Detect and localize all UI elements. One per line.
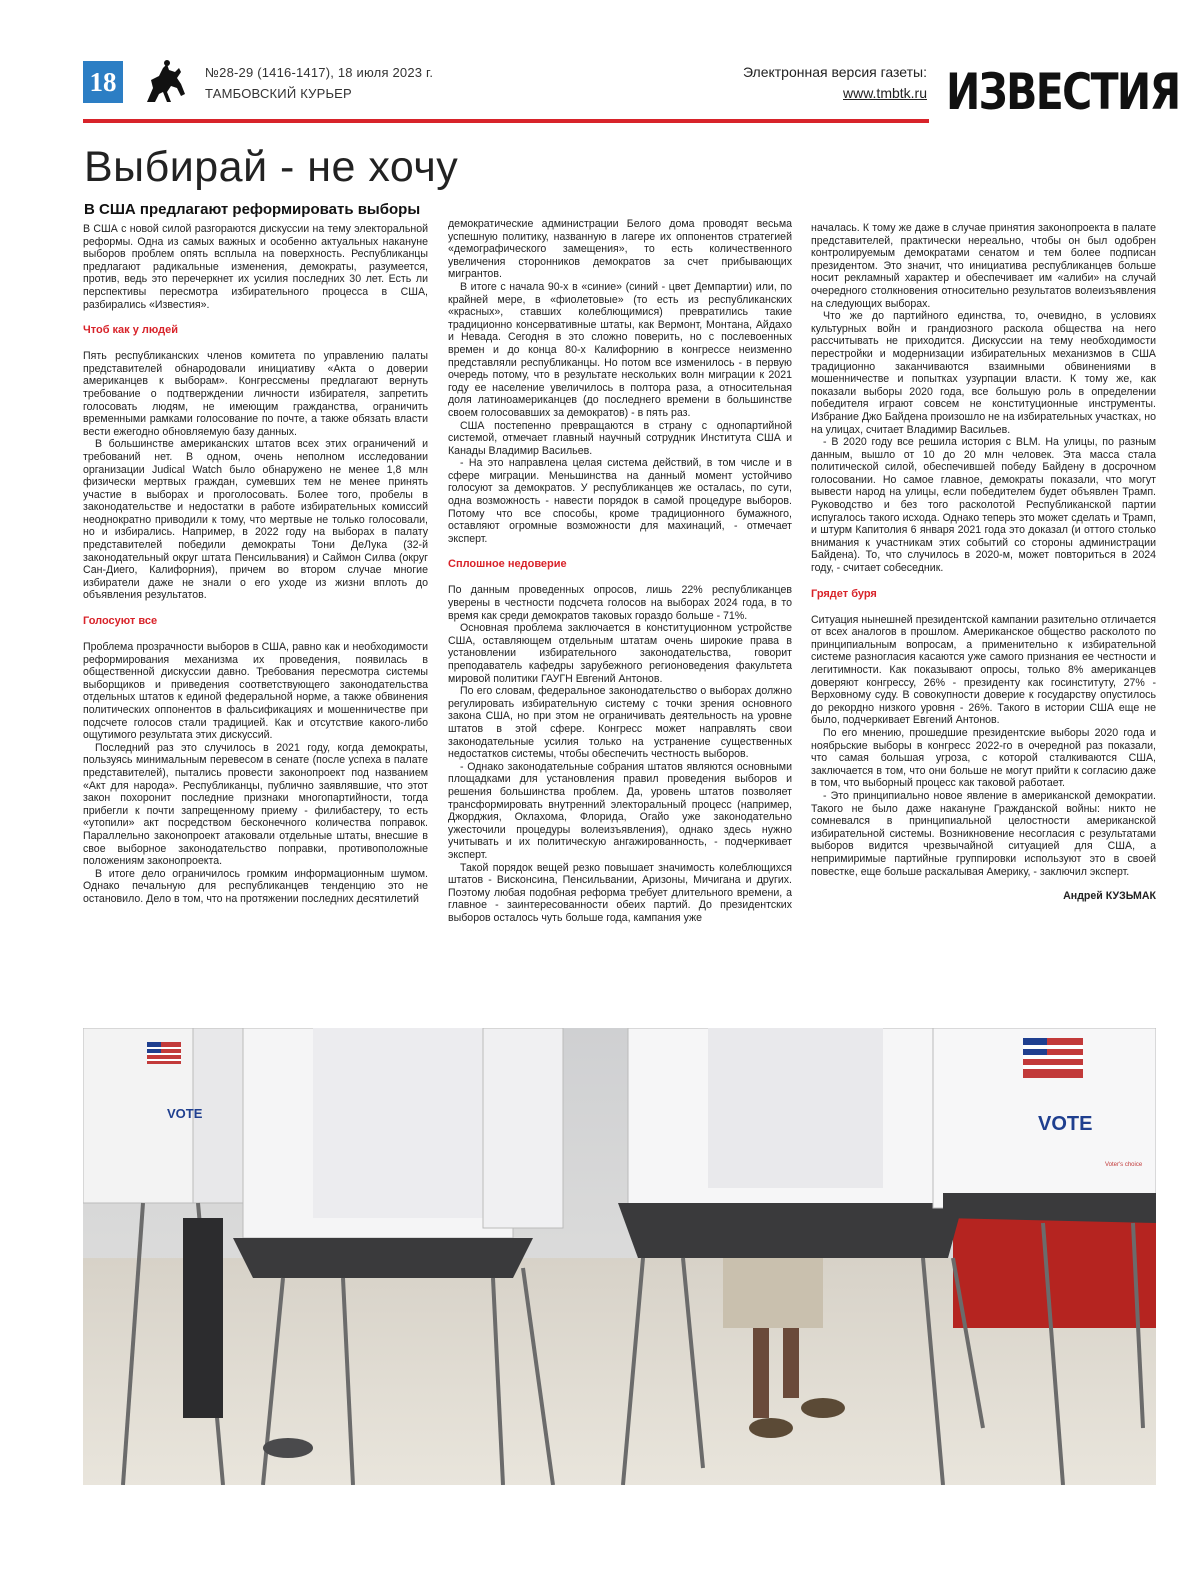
voters-choice-label: Voter's choice [1105,1162,1143,1168]
newspaper-local-name: ТАМБОВСКИЙ КУРЬЕР [205,86,352,101]
paragraph: США постепенно превращаются в страну с однопартийной системой, отмечает главный научный сотрудник Института США и Канады Владимир Васильев. [448,419,792,457]
page-number: 18 [83,61,123,103]
article-subtitle: В США предлагают реформировать выборы [84,201,421,218]
paragraph: По его мнению, прошедшие президентские выборы 2020 года и ноябрьские выборы в конгресс 2022-го в очередной раз показали, что самая большая угроза, с которой сталкиваются США, заключается в том, что они больше не могут прийти к согласию даже в том, что выборный процесс как таковой работает. [811,726,1156,790]
paragraph: По его словам, федеральное законодательство о выборах должно регулировать избирательную систему с точки зрения основного закона США, но при этом не ограничивать деятельность на уровне штатов в этой сфере. Конгресс может направлять свои законодательные усилия только на устранение существенных недостатков системы, чтобы обеспечить честность выборов. [448,685,792,761]
section-heading: Голосуют все [83,615,158,628]
paragraph: Ситуация нынешней президентской кампании разительно отличается от всех аналогов в прошлом. Американское общество расколото по принципиальным вопросам, а применительно к избирательной системе разногласия касаются уже самого признания ее честности и легитимности. Как показывают опросы, только 8% американцев доверяют конгрессу, 26% - президенту как госинституту, 27% - Верховному суду. В совокупности доверие к государству опустилось до рекордно низкого уровня - 26%. Такого в истории США еще не было, подчеркивает Евгений Антонов. [811,613,1156,727]
voting-booths-photo [83,1028,1156,1485]
paragraph: Последний раз это случилось в 2021 году, когда демократы, пользуясь минимальным перевесом в сенате (после успеха в палате представителей), пытались провести законопроект под названием «Акт для народа». Республиканцы, публично заявлявшие, что этот закон похоронит последние признаки многопартийности, тогда прибегли к почти запрещенному приему - филибастеру, то есть «утопили» акт посредством бесконечного количества поправок. Параллельно законопроект атаковали отдельные штаты, внесшие в свое выборное законодательство поправки, противоположные положениям законопроекта. [83,741,428,868]
vote-label: VOTE [1038,1113,1093,1135]
paragraph: Такой порядок вещей резко повышает значимость колеблющихся штатов - Висконсина, Пенсильвании, Аризоны, Мичигана и других. Поэтому любая подобная реформа требует длительного времени, а главное - заинтересованности обеих партий. До президентских выборов осталось чуть больше года, кампания уже [448,861,792,924]
paragraph: Проблема прозрачности выборов в США, равно как и необходимости реформирования механизма их проведения, появилась в общественной дискуссии давно. Требования пересмотра системы выборщиков и приведения соответствующего законодательства отдельных штатов к единой федеральной норме, а также обвинения политических оппонентов в фальсификациях и мошенничестве при подсчете голосов стали традицией. Как и отсутствие какого-либо ощутимого результата этих дискуссий. [83,641,428,742]
issue-line: №28-29 (1416-1417), 18 июля 2023 г. [205,65,434,80]
masthead-logo: ИЗВЕСТИЯ [946,63,1180,121]
paragraph: - Однако законодательные собрания штатов являются основными площадками для установления правил проведения выборов и решения большинства проблем. Да, уровень штатов позволяет трансформировать внутренний электоральный процесс (например, Джорджия, Оклахома, Флорида, Огайо уже законодательно ужесточили процедуры волеизъявления), однако здесь нужно учитывать и их политическую ангажированность, - подчеркивает эксперт. [448,760,792,861]
paragraph: - В 2020 году все решила история с BLM. На улицы, по разным данным, вышло от 10 до 20 млн человек. Эта масса стала политической силой, обеспечившей победу Байдену в досрочном голосовании. Но самое главное, демократы показали, что могут вывести народ на улицы, если победителем будет объявлен Трамп. Руководство и без того расколотой Республиканской партии испугалось такого исхода. Однако теперь это может сделать и Трамп, и штурм Капитолия 6 января 2021 года это доказал (и оттого столько внимания к участникам этих событий со стороны администрации Байдена). То, что случилось в 2020-м, может повториться в 2024 году, - считает собеседник. [811,436,1156,575]
paragraph: демократические администрации Белого дома проводят весьма успешную политику, названную в лагере их оппонентов стратегией «демографического замещения», то есть количественного увеличения сторонников демократов за счет прибывающих мигрантов. [448,218,792,281]
section-heading: Чтоб как у людей [83,324,178,337]
article-column-1 [83,223,428,906]
paragraph: Что же до партийного единства, то, очевидно, в условиях культурных войн и грандиозного раскола общества на него рассчитывать не приходится. Дискуссии на тему необходимости перестройки и модернизации избирательных механизмов в США традиционно заканчиваются взаимными обвинениями в мошенничестве и попытках узурпации власти. К тому же, как показали выборы 2020 года, все большую роль в определении победителя играют совсем не конституционные инструменты. Избрание Джо Байдена произошло не на избирательных участках, но на улицах, считает Владимир Васильев. [811,310,1156,436]
article-column-2 [448,218,792,924]
author-byline: Андрей КУЗЬМАК [1063,890,1156,903]
vote-label: VOTE [167,1106,203,1121]
article-title: Выбирай - не хочу [84,143,459,191]
paragraph: - Это принципиально новое явление в американской демократии. Такого не было даже накануне Гражданской войны: никто не сомневался в принципиальной целостности американской избирательной системы. Возникновение несогласия с результатами выборов видится чрезвычайной ситуацией для США, а непримиримые партийные группировки используют это в своей повестке, еще больше раскалывая Америку, - заключил эксперт. [811,789,1156,878]
paragraph: Основная проблема заключается в конституционном устройстве США, оставляющем отдельным штатам очень широкие права в установлении избирательного законодательства, говорит преподаватель кафедры зарубежного регионоведения факультета мировой политики ГАУГН Евгений Антонов. [448,622,792,685]
article-column-3 [811,222,1156,903]
section-heading: Грядет буря [811,587,877,600]
paragraph: началась. К тому же даже в случае принятия законопроекта в палате представителей, практически нереально, чтобы он был одобрен контролируемым демократами сенатом и тем более подписан президентом. Это значит, что инициатива республиканцев больше носит рекламный характер и обеспечивает им «алиби» на случай очередного столкновения относительно результатов волеизъявления на следующих выборах. [811,222,1156,310]
eversion-label: Электронная версия газеты: [742,64,927,80]
horse-rider-icon [141,58,191,108]
section-heading: Сплошное недоверие [448,558,567,571]
electronic-version [743,62,927,104]
paragraph: Пять республиканских членов комитета по управлению палаты представителей обнародовали инициативу «Акта о доверии американцев к выборам». Конгрессмены предлагают вернуть требование о подтверждении личности избирателя, запретить голосовать людям, не имеющим гражданства, ограничить временными рамками голосование по почте, а также обязать власти вести ежегодно обновляемую базу данных. [83,350,428,438]
paragraph: По данным проведенных опросов, лишь 22% республиканцев уверены в честности подсчета голосов на выборах 2024 года, в то время как среди демократов таковых гораздо больше - 71%. [448,584,792,622]
header-divider [83,119,929,123]
eversion-link[interactable]: www.tmbtk.ru [842,85,927,101]
paragraph: В итоге с начала 90-х в «синие» (синий - цвет Демпартии) или, по крайней мере, в «фиолетовые» (то есть из республиканских «красных», ставших колеблющимися) превратились такие традиционно консервативные штаты, как Вермонт, Монтана, Айдахо и Невада. Сегодня в это сложно поверить, но с послевоенных времен и до конца 80-х Калифорнию в конгрессе неизменно представляли республиканцы. Но потом все изменилось - в первую очередь потому, что в результате нескольких волн миграции к 2021 году ее население увеличилось в полтора раза, а относительная доля латиноамериканцев (до последнего времени в большинстве своем голосовавших за демократов) - в пять раз. [448,280,792,419]
paragraph: - На это направлена целая система действий, в том числе и в сфере миграции. Меньшинства на данный момент устойчиво голосуют за демократов. У республиканцев же осталась, по сути, одна возможность - навести порядок в самой процедуре выборов. Потому что все способы, кроме традиционного бумажного, оставляют огромные возможности для махинаций, - отмечает эксперт. [448,457,792,545]
lead-paragraph: В США с новой силой разгораются дискуссии на тему электоральной реформы. Одна из самых важных и особенно актуальных накануне выборов проблем опять всплыла на поверхность. Республиканцы предлагают радикальные изменения, демократы, разумеется, против, ведь это перечеркнет их усилия последних 30 лет. Есть ли перспективы пересмотра избирательного процесса в США, разбирались «Известия». [83,223,428,311]
paragraph: В итоге дело ограничилось громким информационным шумом. Однако печальную для республиканцев тенденцию это не остановило. Дело в том, что на протяжении последних десятилетий [83,867,428,905]
paragraph: В большинстве американских штатов всех этих ограничений и требований нет. В одном, очень неполном исследовании организации Judical Watch было обнаружено не менее 1,8 млн физически мертвых граждан, сумевших тем не менее принять участие в выборах и проголосовать. Более того, пробелы в законодательстве и недостатки в работе избирательных комиссий неоднократно приводили к тому, что мертвые не только голосовали, но и избирались. Например, в 2022 году на выборах в палату представителей победили демократы Тони ДеЛука (32-й законодательный округ штата Пенсильвания) и Саймон Силва (округ Сан-Диего, Калифорния), причем во втором случае многие избиратели даже не знали о его уходе из жизни вплоть до объявления результатов. [83,438,428,602]
issue-info [205,62,433,104]
